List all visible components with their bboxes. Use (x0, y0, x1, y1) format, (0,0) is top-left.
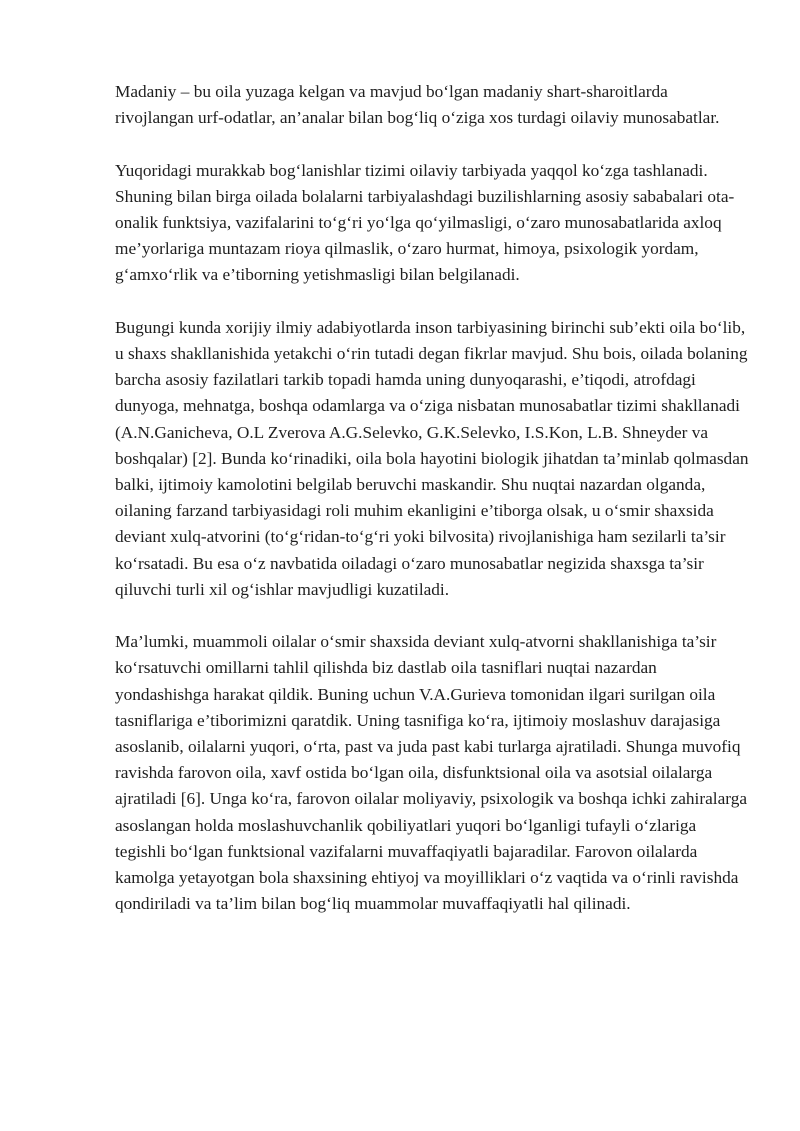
paragraph-family-classification: Ma’lumki, muammoli oilalar o‘smir shaxsida deviant xulq-atvorni shakllanishiga ta’sir ko‘rsatuvchi omillarni tahlil qilishda biz dastlab oila tasniflari nuqtai nazardan yondashishga harakat qildik. Buning uchun V.A.Gurieva tomonidan ilgari surilgan oila tasniflariga e’tiborimizni qaratdik. Uning tasnifiga ko‘ra, ijtimoiy moslashuv darajasiga asoslanib, oilalarni yuqori, o‘rta, past va juda past kabi turlarga ajratiladi. Shunga muvofiq ravishda farovon oila, xavf ostida bo‘lgan oila, disfunktsional oila va asotsial oilalarga ajratiladi [6]. Unga ko‘ra, farovon oilalar moliyaviy, psixologik va boshqa ichki zahiralarga asoslangan holda moslashuvchanlik qobiliyatlari yuqori bo‘lganligi tufayli o‘zlariga tegishli bo‘lgan funktsional vazifalarni muvaffaqiyatli bajaradilar. Farovon oilalarda kamolga yetayotgan bola shaxsining ehtiyoj va moyilliklari o‘z vaqtida va o‘rinli ravishda qondiriladi va ta’lim bilan bog‘liq muammolar muvaffaqiyatli hal qilinadi. (115, 632, 748, 914)
paragraph-foreign-literature: Bugungi kunda xorijiy ilmiy adabiyotlarda inson tarbiyasining birinchi sub’ekti oila bo‘lib, u shaxs shakllanishida yetakchi o‘rin tutadi degan fikrlar mavjud. Shu bois, oilada bolaning barcha asosiy fazilatlari tarkib topadi hamda uning dunyoqarashi, e’tiqodi, atrofdagi dunyoga, mehnatga, boshqa odamlarga va o‘ziga nisbatan munosabatlar tizimi shakllanadi (A.N.Ganicheva, O.L Zverova A.G.Selevko, G.K.Selevko, I.S.Kon, L.B. Shneyder va boshqalar) [2]. Bunda ko‘rinadiki, oila bola hayotini biologik jihatdan ta’minlab qolmasdan balki, ijtimoiy kamolotini belgilab beruvchi maskandir. Shu nuqtai nazardan olganda, oilaning farzand tarbiyasidagi roli muhim ekanligini e’tiborga olsak, u o‘smir shaxsida deviant xulq-atvorini (to‘g‘ridan-to‘g‘ri yoki bilvosita) rivojlanishiga ham sezilarli ta’sir ko‘rsatadi. Bu esa o‘z navbatida oiladagi o‘zaro munosabatlar negizida shaxsga ta’sir qiluvchi turli xil og‘ishlar mavjudligi kuzatiladi. (115, 317, 749, 599)
paragraph-family-upbringing: Yuqoridagi murakkab bog‘lanishlar tizimi oilaviy tarbiyada yaqqol ko‘zga tashlanadi. Shuning bilan birga oilada bolalarni tarbiyalashdagi buzilishlarning asosiy sababalari ota-onalik funktsiya, vazifalarini to‘g‘ri yo‘lga qo‘yilmasligi, o‘zaro munosabatlarida axloq me’yorlariga muntazam rioya qilmaslik, o‘zaro hurmat, himoya, psixologik yordam, g‘amxo‘rlik va e’tiborning yetishmasligi bilan belgilanadi. (115, 160, 735, 285)
paragraph-cultural-family: Madaniy – bu oila yuzaga kelgan va mavjud bo‘lgan madaniy shart-sharoitlarda rivojlangan urf-odatlar, an’analar bilan bog‘liq o‘ziga xos turdagi oilaviy munosabatlar. (115, 82, 720, 128)
document-page (115, 79, 750, 917)
